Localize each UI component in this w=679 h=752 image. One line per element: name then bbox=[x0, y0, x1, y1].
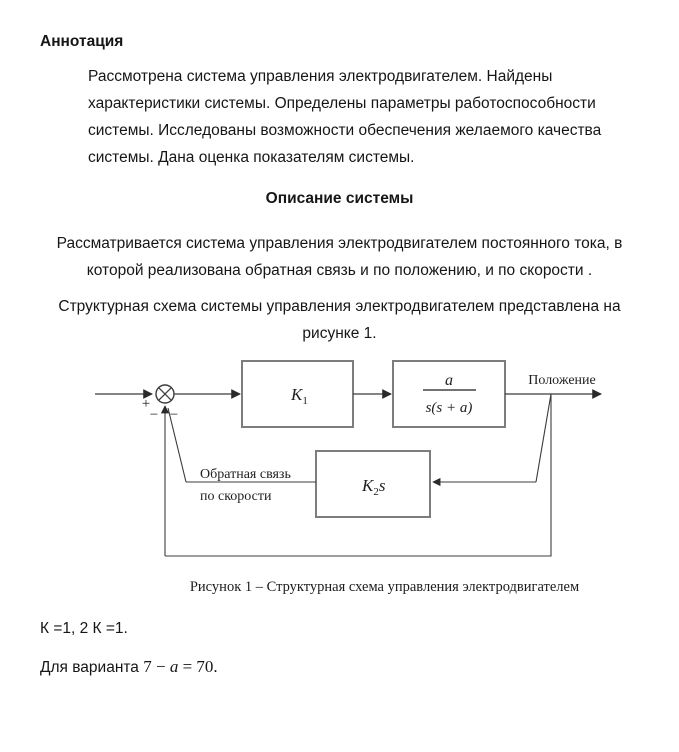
figure-intro-paragraph bbox=[20, 293, 659, 347]
variant-expression-post: = 70. bbox=[178, 657, 218, 676]
motor-numerator: a bbox=[445, 372, 453, 389]
minus-sign-left: − bbox=[149, 407, 159, 423]
variant-prefix: Для варианта bbox=[40, 659, 144, 676]
text-line: системы. Дана оценка показателям системы. bbox=[88, 149, 415, 166]
text-line: которой реализована обратная связь и по положению, и по скорости . bbox=[86, 262, 593, 279]
text-line: Рассматривается система управления электродвигателем постоянного тока, в bbox=[56, 235, 623, 252]
k1-subscript: 1 bbox=[302, 395, 308, 407]
plus-sign: + bbox=[141, 396, 151, 412]
text-line: рисунке 1. bbox=[302, 325, 377, 342]
k1-symbol: K bbox=[291, 385, 303, 404]
text-line: системы. Исследованы возможности обеспечения желаемого качества bbox=[88, 122, 602, 139]
output-label: Положение bbox=[528, 373, 596, 388]
k2-variable: s bbox=[378, 476, 386, 495]
speed-feedback-label-line2: по скорости bbox=[200, 489, 272, 504]
figure-caption: Рисунок 1 – Структурная схема управления электродвигателем bbox=[189, 579, 580, 595]
minus-sign-right: − bbox=[169, 407, 179, 423]
k2-subscript: 2 bbox=[373, 486, 379, 498]
text-line: характеристики системы. Определены параметры работоспособности bbox=[88, 95, 596, 112]
variant-line bbox=[40, 655, 218, 680]
motor-denominator: s(s + a) bbox=[425, 400, 473, 416]
description-heading: Описание системы bbox=[265, 190, 414, 207]
text-line: Структурная схема системы управления электродвигателем представлена на bbox=[58, 298, 621, 315]
k2-symbol: K bbox=[362, 476, 374, 495]
variant-variable: a bbox=[169, 657, 179, 676]
system-paragraph bbox=[20, 230, 659, 284]
speed-feedback-slant-right bbox=[536, 394, 551, 482]
motor-block bbox=[393, 361, 505, 427]
variant-expression-pre: 7 − bbox=[143, 657, 170, 676]
gain-values-text: К =1, 2 К =1. bbox=[40, 620, 128, 637]
speed-feedback-label-line1: Обратная связь bbox=[200, 467, 291, 482]
annotation-heading: Аннотация bbox=[40, 33, 124, 50]
annotation-paragraph bbox=[88, 63, 663, 171]
block-diagram bbox=[0, 344, 679, 566]
text-line: Рассмотрена система управления электродвигателем. Найдены bbox=[88, 68, 553, 85]
